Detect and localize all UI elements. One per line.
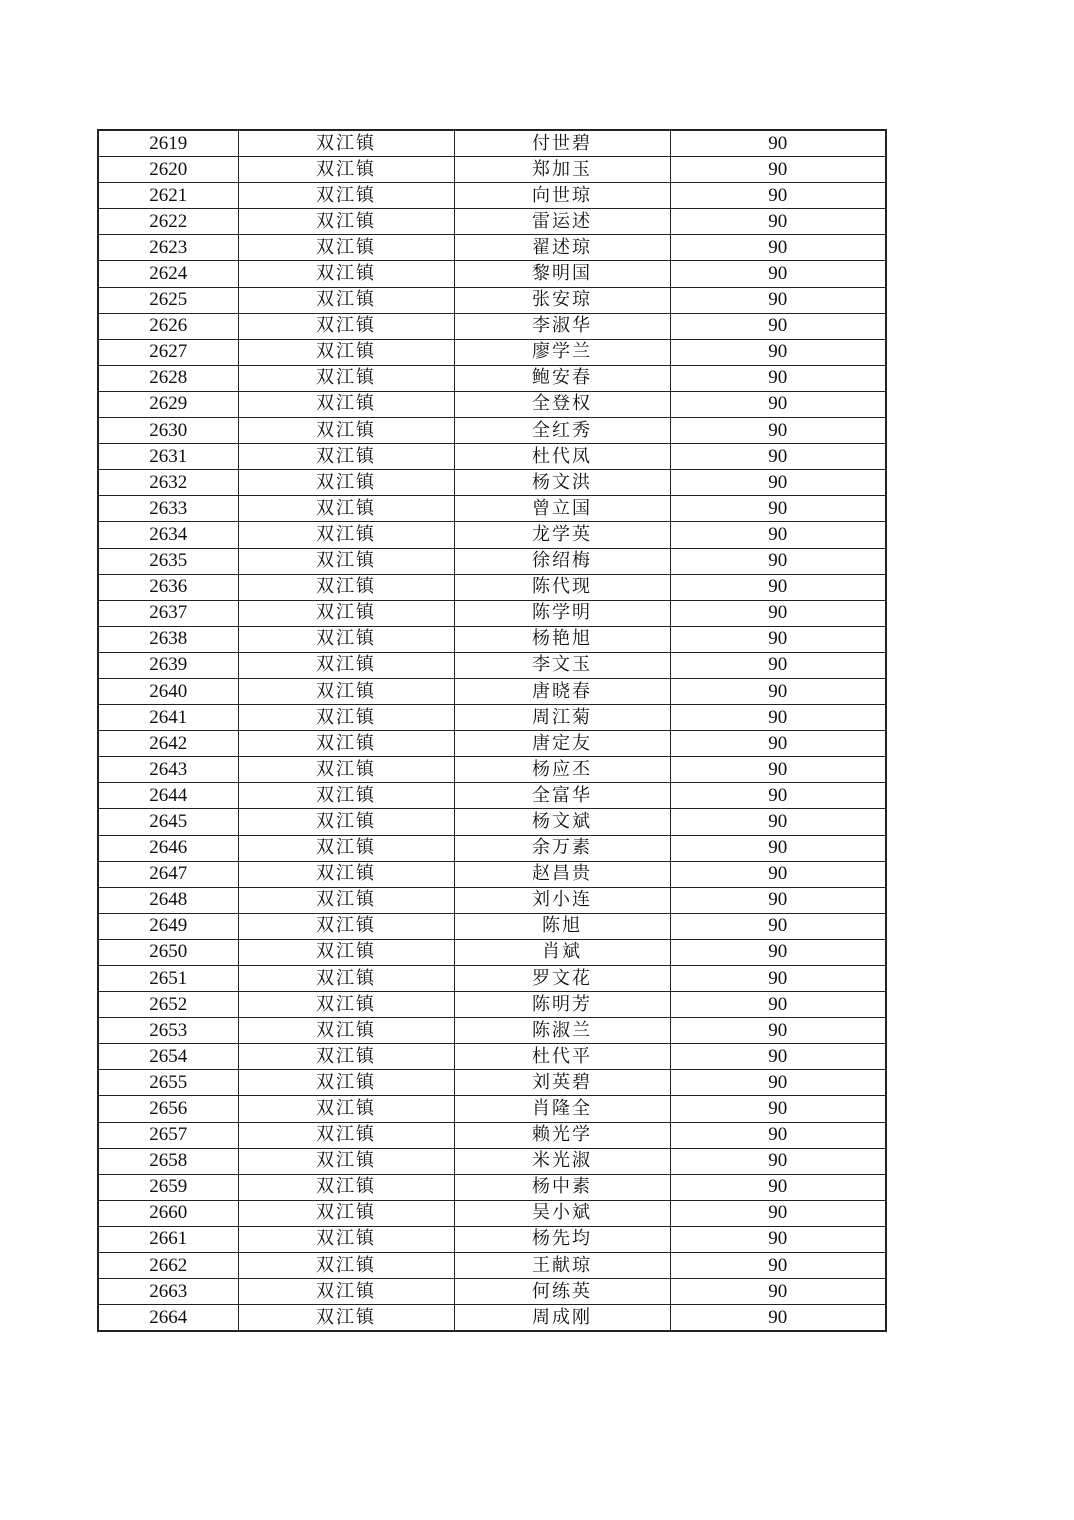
table-row xyxy=(98,1148,886,1174)
table-row xyxy=(98,1044,886,1070)
name-cell: 翟述琼 xyxy=(454,235,670,261)
table-row xyxy=(98,1305,886,1332)
town-cell: 双江镇 xyxy=(238,966,454,992)
town-cell: 双江镇 xyxy=(238,365,454,391)
town-cell: 双江镇 xyxy=(238,652,454,678)
name-cell: 杨先均 xyxy=(454,1226,670,1252)
serial-number-cell: 2658 xyxy=(98,1148,238,1174)
table-row xyxy=(98,1226,886,1252)
table-row xyxy=(98,339,886,365)
serial-number-cell: 2643 xyxy=(98,757,238,783)
table-row xyxy=(98,522,886,548)
table-row xyxy=(98,757,886,783)
amount-cell: 90 xyxy=(670,678,886,704)
name-cell: 雷运述 xyxy=(454,209,670,235)
town-cell: 双江镇 xyxy=(238,705,454,731)
name-cell: 赵昌贵 xyxy=(454,861,670,887)
name-cell: 周成刚 xyxy=(454,1305,670,1332)
town-cell: 双江镇 xyxy=(238,574,454,600)
town-cell: 双江镇 xyxy=(238,1096,454,1122)
amount-cell: 90 xyxy=(670,1018,886,1044)
serial-number-cell: 2655 xyxy=(98,1070,238,1096)
amount-cell: 90 xyxy=(670,913,886,939)
name-cell: 龙学英 xyxy=(454,522,670,548)
table-row xyxy=(98,1122,886,1148)
amount-cell: 90 xyxy=(670,1174,886,1200)
serial-number-cell: 2662 xyxy=(98,1253,238,1279)
amount-cell: 90 xyxy=(670,470,886,496)
town-cell: 双江镇 xyxy=(238,600,454,626)
name-cell: 杨文斌 xyxy=(454,809,670,835)
town-cell: 双江镇 xyxy=(238,522,454,548)
amount-cell: 90 xyxy=(670,1279,886,1305)
amount-cell: 90 xyxy=(670,626,886,652)
serial-number-cell: 2632 xyxy=(98,470,238,496)
serial-number-cell: 2650 xyxy=(98,939,238,965)
town-cell: 双江镇 xyxy=(238,678,454,704)
serial-number-cell: 2653 xyxy=(98,1018,238,1044)
amount-cell: 90 xyxy=(670,548,886,574)
serial-number-cell: 2642 xyxy=(98,731,238,757)
town-cell: 双江镇 xyxy=(238,548,454,574)
amount-cell: 90 xyxy=(670,1122,886,1148)
name-cell: 廖学兰 xyxy=(454,339,670,365)
amount-cell: 90 xyxy=(670,600,886,626)
town-cell: 双江镇 xyxy=(238,1200,454,1226)
name-cell: 周江菊 xyxy=(454,705,670,731)
table-row xyxy=(98,861,886,887)
name-cell: 何练英 xyxy=(454,1279,670,1305)
table-row xyxy=(98,835,886,861)
name-cell: 郑加玉 xyxy=(454,157,670,183)
name-cell: 王献琼 xyxy=(454,1253,670,1279)
town-cell: 双江镇 xyxy=(238,1018,454,1044)
table-row xyxy=(98,913,886,939)
name-cell: 杨文洪 xyxy=(454,470,670,496)
town-cell: 双江镇 xyxy=(238,1253,454,1279)
serial-number-cell: 2626 xyxy=(98,313,238,339)
table-row xyxy=(98,626,886,652)
table-row xyxy=(98,157,886,183)
name-cell: 张安琼 xyxy=(454,287,670,313)
serial-number-cell: 2629 xyxy=(98,391,238,417)
town-cell: 双江镇 xyxy=(238,757,454,783)
serial-number-cell: 2620 xyxy=(98,157,238,183)
town-cell: 双江镇 xyxy=(238,209,454,235)
name-cell: 肖斌 xyxy=(454,939,670,965)
name-cell: 李淑华 xyxy=(454,313,670,339)
town-cell: 双江镇 xyxy=(238,157,454,183)
town-cell: 双江镇 xyxy=(238,939,454,965)
town-cell: 双江镇 xyxy=(238,313,454,339)
amount-cell: 90 xyxy=(670,966,886,992)
amount-cell: 90 xyxy=(670,939,886,965)
serial-number-cell: 2623 xyxy=(98,235,238,261)
name-cell: 刘英碧 xyxy=(454,1070,670,1096)
serial-number-cell: 2637 xyxy=(98,600,238,626)
amount-cell: 90 xyxy=(670,522,886,548)
serial-number-cell: 2628 xyxy=(98,365,238,391)
town-cell: 双江镇 xyxy=(238,1226,454,1252)
table-row xyxy=(98,470,886,496)
town-cell: 双江镇 xyxy=(238,130,454,157)
serial-number-cell: 2648 xyxy=(98,887,238,913)
table-row xyxy=(98,1200,886,1226)
serial-number-cell: 2634 xyxy=(98,522,238,548)
name-cell: 唐定友 xyxy=(454,731,670,757)
serial-number-cell: 2661 xyxy=(98,1226,238,1252)
serial-number-cell: 2631 xyxy=(98,444,238,470)
amount-cell: 90 xyxy=(670,1253,886,1279)
table-row xyxy=(98,1018,886,1044)
table-row xyxy=(98,313,886,339)
town-cell: 双江镇 xyxy=(238,835,454,861)
serial-number-cell: 2657 xyxy=(98,1122,238,1148)
town-cell: 双江镇 xyxy=(238,1122,454,1148)
table-row xyxy=(98,235,886,261)
amount-cell: 90 xyxy=(670,861,886,887)
table-row xyxy=(98,1096,886,1122)
amount-cell: 90 xyxy=(670,574,886,600)
amount-cell: 90 xyxy=(670,783,886,809)
table-row xyxy=(98,391,886,417)
amount-cell: 90 xyxy=(670,757,886,783)
name-cell: 肖隆全 xyxy=(454,1096,670,1122)
table-row xyxy=(98,1174,886,1200)
serial-number-cell: 2630 xyxy=(98,418,238,444)
name-cell: 徐绍梅 xyxy=(454,548,670,574)
town-cell: 双江镇 xyxy=(238,444,454,470)
serial-number-cell: 2624 xyxy=(98,261,238,287)
table-row xyxy=(98,652,886,678)
name-cell: 全登权 xyxy=(454,391,670,417)
amount-cell: 90 xyxy=(670,1096,886,1122)
name-cell: 李文玉 xyxy=(454,652,670,678)
serial-number-cell: 2660 xyxy=(98,1200,238,1226)
amount-cell: 90 xyxy=(670,339,886,365)
table-row xyxy=(98,574,886,600)
serial-number-cell: 2654 xyxy=(98,1044,238,1070)
serial-number-cell: 2641 xyxy=(98,705,238,731)
amount-cell: 90 xyxy=(670,705,886,731)
amount-cell: 90 xyxy=(670,835,886,861)
serial-number-cell: 2627 xyxy=(98,339,238,365)
amount-cell: 90 xyxy=(670,809,886,835)
town-cell: 双江镇 xyxy=(238,809,454,835)
table-row xyxy=(98,1253,886,1279)
town-cell: 双江镇 xyxy=(238,418,454,444)
name-cell: 全富华 xyxy=(454,783,670,809)
name-cell: 向世琼 xyxy=(454,183,670,209)
amount-cell: 90 xyxy=(670,1200,886,1226)
serial-number-cell: 2649 xyxy=(98,913,238,939)
table-row xyxy=(98,365,886,391)
table-row xyxy=(98,992,886,1018)
table-row xyxy=(98,444,886,470)
table-row xyxy=(98,418,886,444)
town-cell: 双江镇 xyxy=(238,1148,454,1174)
amount-cell: 90 xyxy=(670,496,886,522)
amount-cell: 90 xyxy=(670,731,886,757)
amount-cell: 90 xyxy=(670,130,886,157)
serial-number-cell: 2625 xyxy=(98,287,238,313)
name-cell: 陈学明 xyxy=(454,600,670,626)
amount-cell: 90 xyxy=(670,183,886,209)
name-cell: 吴小斌 xyxy=(454,1200,670,1226)
serial-number-cell: 2646 xyxy=(98,835,238,861)
amount-cell: 90 xyxy=(670,391,886,417)
serial-number-cell: 2619 xyxy=(98,130,238,157)
table-row xyxy=(98,183,886,209)
amount-cell: 90 xyxy=(670,1044,886,1070)
town-cell: 双江镇 xyxy=(238,496,454,522)
table-row xyxy=(98,600,886,626)
serial-number-cell: 2664 xyxy=(98,1305,238,1332)
serial-number-cell: 2639 xyxy=(98,652,238,678)
town-cell: 双江镇 xyxy=(238,1044,454,1070)
amount-cell: 90 xyxy=(670,261,886,287)
name-cell: 杜代凤 xyxy=(454,444,670,470)
table-row xyxy=(98,966,886,992)
table-row xyxy=(98,261,886,287)
name-cell: 余万素 xyxy=(454,835,670,861)
amount-cell: 90 xyxy=(670,235,886,261)
serial-number-cell: 2621 xyxy=(98,183,238,209)
name-cell: 付世碧 xyxy=(454,130,670,157)
town-cell: 双江镇 xyxy=(238,731,454,757)
name-cell: 杨中素 xyxy=(454,1174,670,1200)
serial-number-cell: 2636 xyxy=(98,574,238,600)
town-cell: 双江镇 xyxy=(238,1279,454,1305)
town-cell: 双江镇 xyxy=(238,261,454,287)
town-cell: 双江镇 xyxy=(238,287,454,313)
table-row xyxy=(98,731,886,757)
amount-cell: 90 xyxy=(670,1070,886,1096)
name-cell: 杨应丕 xyxy=(454,757,670,783)
town-cell: 双江镇 xyxy=(238,1305,454,1332)
table-row xyxy=(98,939,886,965)
table-row xyxy=(98,130,886,157)
amount-cell: 90 xyxy=(670,444,886,470)
serial-number-cell: 2663 xyxy=(98,1279,238,1305)
serial-number-cell: 2645 xyxy=(98,809,238,835)
town-cell: 双江镇 xyxy=(238,626,454,652)
serial-number-cell: 2640 xyxy=(98,678,238,704)
amount-cell: 90 xyxy=(670,992,886,1018)
name-cell: 杜代平 xyxy=(454,1044,670,1070)
amount-cell: 90 xyxy=(670,887,886,913)
name-cell: 陈旭 xyxy=(454,913,670,939)
town-cell: 双江镇 xyxy=(238,391,454,417)
name-cell: 刘小连 xyxy=(454,887,670,913)
town-cell: 双江镇 xyxy=(238,470,454,496)
table-row xyxy=(98,1279,886,1305)
town-cell: 双江镇 xyxy=(238,913,454,939)
table-row xyxy=(98,783,886,809)
table-row xyxy=(98,209,886,235)
serial-number-cell: 2647 xyxy=(98,861,238,887)
table-row xyxy=(98,1070,886,1096)
table-row xyxy=(98,548,886,574)
records-table xyxy=(97,129,887,1332)
serial-number-cell: 2644 xyxy=(98,783,238,809)
town-cell: 双江镇 xyxy=(238,235,454,261)
amount-cell: 90 xyxy=(670,418,886,444)
amount-cell: 90 xyxy=(670,1226,886,1252)
name-cell: 鲍安春 xyxy=(454,365,670,391)
town-cell: 双江镇 xyxy=(238,1070,454,1096)
name-cell: 黎明国 xyxy=(454,261,670,287)
name-cell: 米光淑 xyxy=(454,1148,670,1174)
name-cell: 曾立国 xyxy=(454,496,670,522)
amount-cell: 90 xyxy=(670,1148,886,1174)
town-cell: 双江镇 xyxy=(238,1174,454,1200)
name-cell: 罗文花 xyxy=(454,966,670,992)
amount-cell: 90 xyxy=(670,287,886,313)
name-cell: 唐晓春 xyxy=(454,678,670,704)
serial-number-cell: 2638 xyxy=(98,626,238,652)
table-row xyxy=(98,287,886,313)
amount-cell: 90 xyxy=(670,313,886,339)
table-row xyxy=(98,887,886,913)
serial-number-cell: 2651 xyxy=(98,966,238,992)
town-cell: 双江镇 xyxy=(238,887,454,913)
serial-number-cell: 2622 xyxy=(98,209,238,235)
amount-cell: 90 xyxy=(670,157,886,183)
records-table-body xyxy=(98,130,886,1331)
name-cell: 陈明芳 xyxy=(454,992,670,1018)
amount-cell: 90 xyxy=(670,652,886,678)
serial-number-cell: 2656 xyxy=(98,1096,238,1122)
table-row xyxy=(98,705,886,731)
town-cell: 双江镇 xyxy=(238,783,454,809)
amount-cell: 90 xyxy=(670,365,886,391)
name-cell: 杨艳旭 xyxy=(454,626,670,652)
amount-cell: 90 xyxy=(670,209,886,235)
serial-number-cell: 2635 xyxy=(98,548,238,574)
table-row xyxy=(98,809,886,835)
table-row xyxy=(98,496,886,522)
name-cell: 陈代现 xyxy=(454,574,670,600)
name-cell: 全红秀 xyxy=(454,418,670,444)
name-cell: 赖光学 xyxy=(454,1122,670,1148)
town-cell: 双江镇 xyxy=(238,992,454,1018)
name-cell: 陈淑兰 xyxy=(454,1018,670,1044)
table-row xyxy=(98,678,886,704)
town-cell: 双江镇 xyxy=(238,861,454,887)
town-cell: 双江镇 xyxy=(238,339,454,365)
town-cell: 双江镇 xyxy=(238,183,454,209)
serial-number-cell: 2633 xyxy=(98,496,238,522)
amount-cell: 90 xyxy=(670,1305,886,1332)
serial-number-cell: 2652 xyxy=(98,992,238,1018)
serial-number-cell: 2659 xyxy=(98,1174,238,1200)
